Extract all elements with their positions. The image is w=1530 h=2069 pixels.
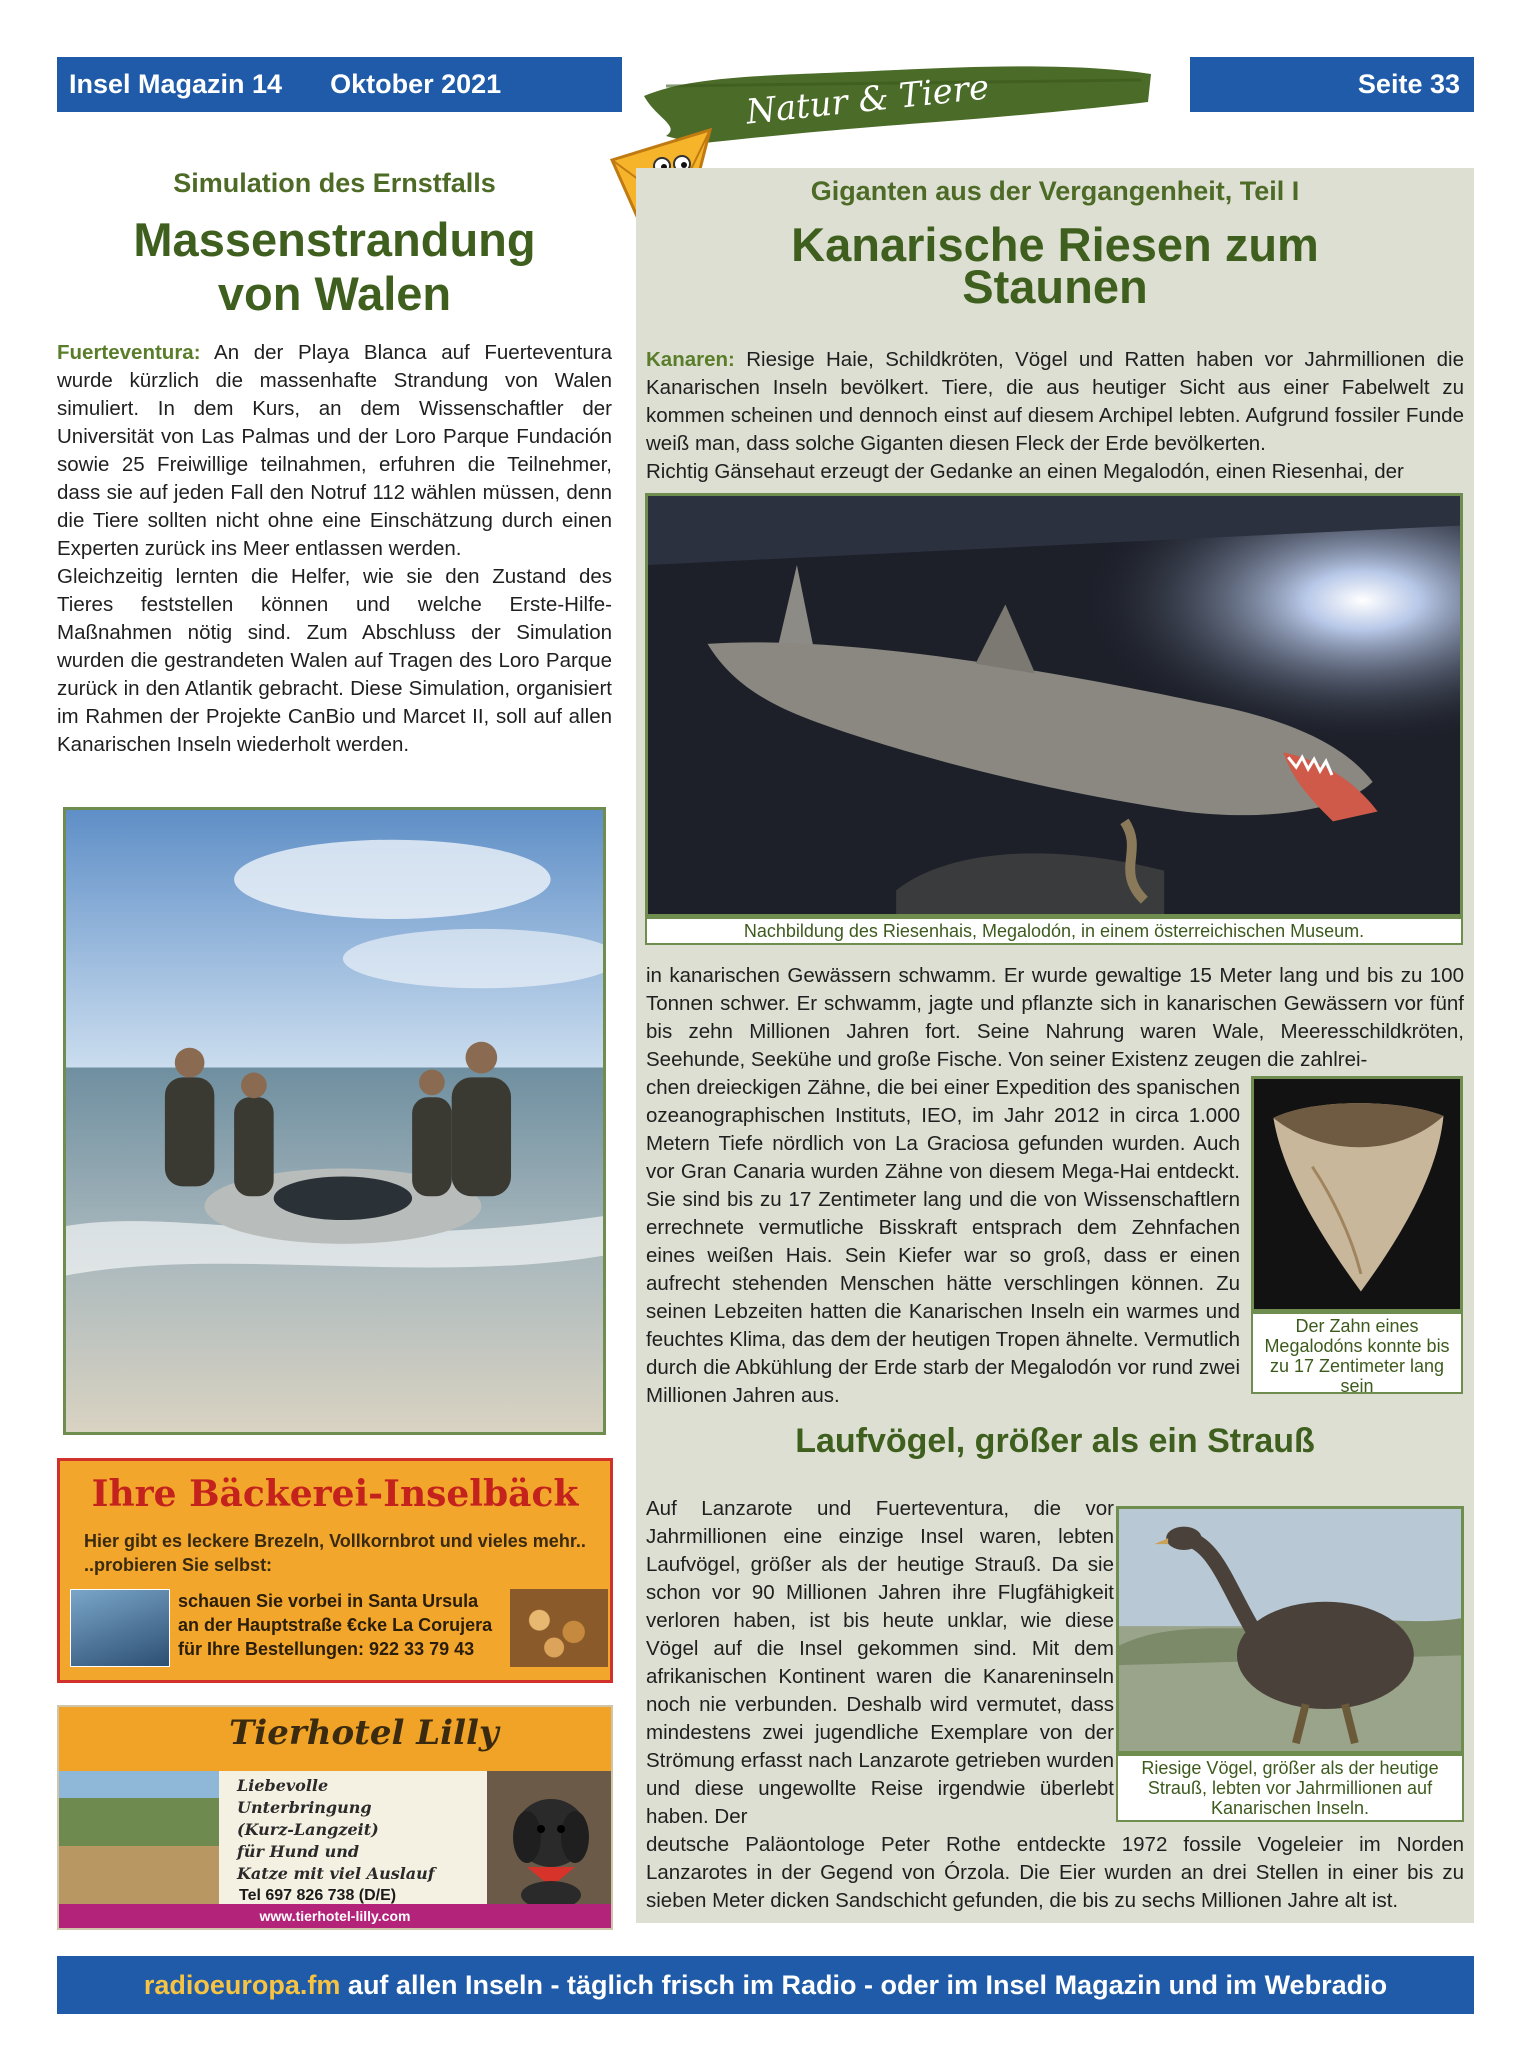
bakery-ad-visit1: schauen Sie vorbei in Santa Ursula <box>178 1591 479 1611</box>
bakery-ad-phone: für Ihre Bestellungen: 922 33 79 43 <box>178 1639 475 1659</box>
hotel-ad-website[interactable]: www.tierhotel-lilly.com <box>59 1904 611 1928</box>
hotel-ad-line3: (Kurz-Langzeit) <box>237 1820 379 1839</box>
footer-text: auf allen Inseln - täglich frisch im Radio - oder im Insel Magazin und im Webradio <box>340 1969 1388 2000</box>
bird-subheading: Laufvögel, größer als ein Strauß <box>795 1422 1315 1460</box>
page-number: Seite 33 <box>1357 69 1460 99</box>
bakery-ad-intro <box>84 1529 586 1577</box>
bakery-ad-details <box>178 1589 492 1661</box>
right-shark-text-1: in kanarischen Gewässern schwamm. Er wurde gewaltige 15 Meter lang und bis zu 100 Tonnen schwer. Er schwamm, jagte und pflanzte sich in kanarischen Gewässern vor fünf bis zehn Millionen Jahren fort. Seine Nahrung waren Wale, Meeresschildkröten, Seehunde, Seekühe und große Fische. Von seiner Existenz zeugen die zahlrei- <box>646 964 1464 1071</box>
hotel-ad[interactable] <box>57 1705 613 1930</box>
right-headline-line2: Staunen <box>962 260 1148 313</box>
bakery-ad-visit2: an der Hauptstraße €cke La Corujera <box>178 1615 493 1635</box>
bakery-ad-line2: ..probieren Sie selbst: <box>84 1555 273 1575</box>
hotel-ad-text <box>237 1775 435 1885</box>
hotel-ad-phone: Tel 697 826 738 (D/E) <box>239 1887 397 1904</box>
right-headline-line1: Kanarische Riesen zum <box>791 218 1319 271</box>
right-article <box>636 168 1474 1923</box>
issue-date: Oktober 2021 <box>330 69 502 99</box>
right-intro-2: Richtig Gänsehaut erzeugt der Gedanke an einen Megalodón, einen Riesenhai, der <box>646 460 1404 483</box>
left-headline: Massenstrandung von Walen <box>133 213 536 320</box>
hotel-ad-line4: für Hund und <box>237 1842 360 1861</box>
right-bird-text-2: deutsche Paläontologe Peter Rothe entdeckte 1972 fossile Vogeleier im Norden Lanzarotes in der Gegend von Órzola. Die Eier wurden an drei Stellen in einer bis zu sieben Meter dicken Sandschicht gefunden, die bis zu sechs Millionen Jahre alt ist. <box>646 1833 1464 1912</box>
bakery-pastries-image <box>510 1589 608 1667</box>
right-bird-text-1: Auf Lanzarote und Fuerteventura, die vor Jahrmillionen eine einzige Insel waren, lebten Laufvögel, größer als der heutige Strauß. Da sie schon vor 90 Millionen Jahren ihre Flugfähigkeit verloren haben, ist bis heute unklar, wie diese Vögel auf die Insel gekommen sind. Mit dem afrikanischen Kontinent waren die Kanareninseln noch nie verbunden. Deshalb wird vermutet, dass mindestens zwei jugendliche Exemplare von der Strömung erfasst nach Lanzarote getrieben wurden und diese ungewollte Reise irgendwie überlebt haben. Der <box>646 1497 1114 1828</box>
left-article <box>57 168 612 759</box>
right-headline <box>636 218 1474 313</box>
dog-photo <box>487 1771 613 1907</box>
header-bar-right <box>1190 57 1474 112</box>
right-intro <box>646 346 1464 458</box>
megalodon-caption: Nachbildung des Riesenhais, Megalodón, in einem österreichischen Museum. <box>645 917 1463 945</box>
right-lead: Kanaren: <box>646 348 735 371</box>
bakery-ad-title: Ihre Bäckerei-Inselbäck <box>91 1473 579 1515</box>
footer-brand-link[interactable]: radioeuropa.fm <box>143 1969 341 2000</box>
right-kicker: Giganten aus der Vergangenheit, Teil I <box>810 176 1300 206</box>
tooth-photo <box>1251 1076 1463 1312</box>
left-body <box>57 339 612 563</box>
hotel-ad-line2: Unterbringung <box>237 1798 372 1817</box>
hotel-ad-line1: Liebevolle <box>237 1776 329 1795</box>
left-body-p2: Gleichzeitig lernten die Helfer, wie sie den Zustand des Tieres feststellen können und welche Erste-Hilfe-Maßnahmen nötig sind. Zum Abschluss der Simulation wurden die gestrandeten Walen auf Tragen des Loro Parque zurück in den Atlantik gebracht. Diese Simulation, organisiert im Rahmen der Projekte CanBio und Marcet II, soll auf allen Kanarischen Inseln wiederholt werden. <box>57 565 612 756</box>
megalodon-photo <box>645 493 1463 917</box>
right-intro-text: Riesige Haie, Schildkröten, Vögel und Ratten haben vor Jahrmillionen die Kanarischen Inseln bevölkert. Tiere, die aus heutiger Sicht aus einer Fabelwelt zu kommen scheinen und dennoch einst auf diesem Archipel lebten. Aufgrund fossiler Funde weiß man, dass solche Giganten diesen Fleck der Erde bevölkerten. <box>646 348 1465 455</box>
tooth-caption: Der Zahn eines Megalodóns konnte bis zu 17 Zentimeter lang sein <box>1251 1312 1463 1394</box>
section-title: Natur & Tiere <box>744 67 991 133</box>
left-kicker: Simulation des Ernstfalls <box>173 168 496 198</box>
footer-banner <box>57 1956 1474 2014</box>
header-bar-left <box>57 57 622 112</box>
bakery-storefront-image <box>70 1589 170 1667</box>
left-lead: Fuerteventura: <box>57 341 201 364</box>
hotel-ad-title: Tierhotel Lilly <box>229 1713 499 1753</box>
hotel-ad-line5: Katze mit viel Auslauf <box>237 1864 435 1883</box>
bakery-ad[interactable] <box>57 1458 613 1683</box>
bird-caption: Riesige Vögel, größer als der heutige Strauß, lebten vor Jahrmillionen auf Kanarischen Inseln. <box>1116 1754 1464 1822</box>
magazine-name: Insel Magazin 14 <box>69 69 283 99</box>
bakery-ad-line1: Hier gibt es leckere Brezeln, Vollkornbrot und vieles mehr.. <box>84 1531 586 1551</box>
right-shark-text-2: chen dreieckigen Zähne, die bei einer Expedition des spanischen ozeanographischen Instituts, IEO, im Jahr 2012 in circa 1.000 Metern Tiefe nördlich von La Graciosa gefunden wurden. Auch vor Gran Canaria wurden Zähne von diesem Mega-Hai entdeckt. Sie sind bis zu 17 Zentimeter lang und die von Wissenschaftlern errechnete vermutliche Bisskraft entsprach dem Zehnfachen eines weißen Hais. Sein Kiefer war so groß, dass er einen aufrecht stehenden Menschen hätte verschlingen können. Zu seinen Lebzeiten hatten die Kanarischen Inseln ein warmes und feuchtes Klima, das dem der heutigen Tropen ähnelte. Vermutlich durch die Abkühlung der Erde starb der Megalodón vor rund zwei Millionen Jahren aus. <box>646 1076 1240 1407</box>
hotel-grounds-image <box>59 1771 219 1907</box>
stranding-photo <box>63 807 606 1435</box>
bird-photo <box>1116 1506 1464 1754</box>
left-body-p1: An der Playa Blanca auf Fuerteventura wurde kürzlich die massenhafte Strandung von Walen simuliert. In dem Kurs, an dem Wissenschaftler der Universität von Las Palmas und der Loro Parque Fundación sowie 25 Freiwillige teilnahmen, erfuhren die Teilnehmer, dass sie auf jeden Fall den Notruf 112 wählen müssen, denn die Tiere sollten nicht ohne eine Einschätzung durch einen Experten zurück ins Meer entlassen werden. <box>57 341 612 560</box>
